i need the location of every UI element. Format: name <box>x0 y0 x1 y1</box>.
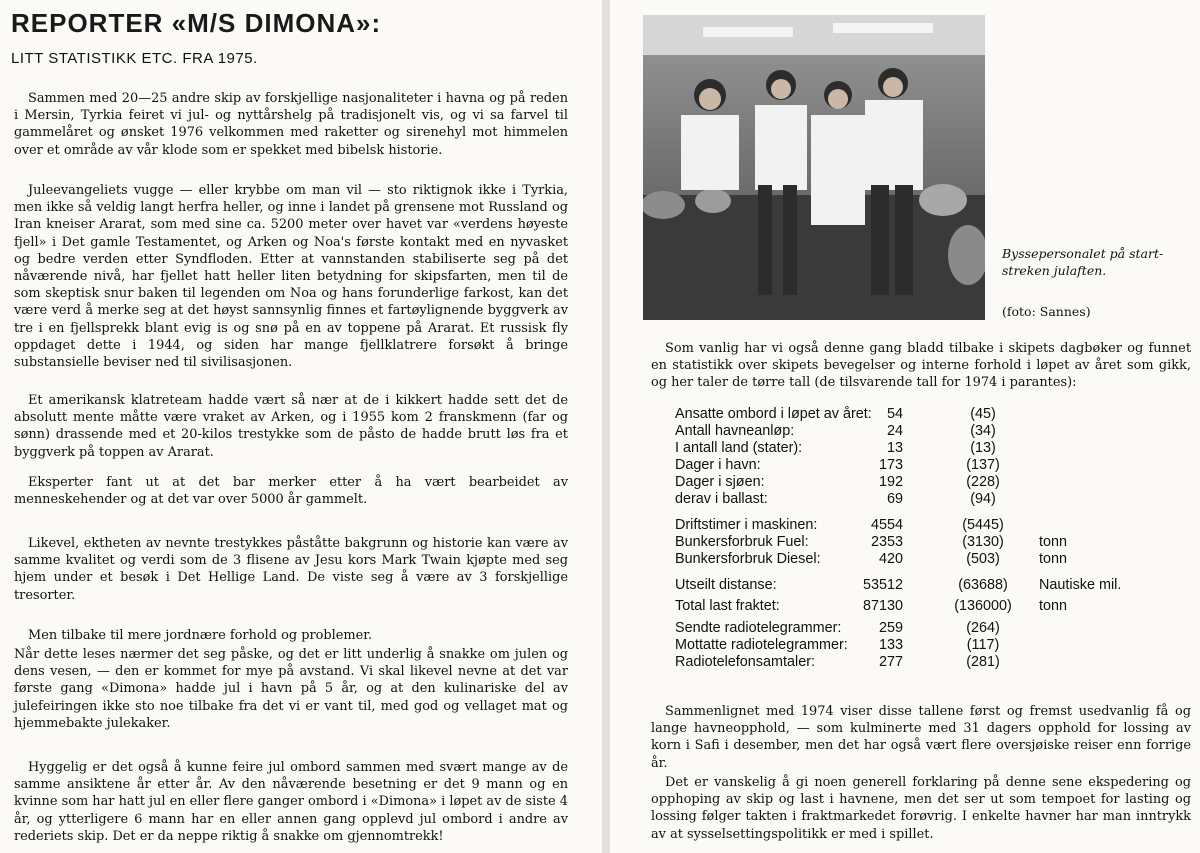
stat-label: Bunkersforbruk Fuel: <box>675 534 809 550</box>
stat-label: Driftstimer i maskinen: <box>675 517 818 533</box>
stat-row <box>675 491 1195 508</box>
stat-label: Dager i havn: <box>675 457 761 473</box>
stat-previous: (94) <box>970 491 996 507</box>
conclusion-paragraph-1: Sammenlignet med 1974 viser disse tallene først og fremst usedvanlig få og lange havneopphold, — som kulminerte med 31 dagers opphold for lossing av korn i Safi i desember, men det har også vært flere oversjøiske reiser enn forrige år. <box>651 704 1191 771</box>
paragraph-5: Likevel, ektheten av nevnte trestykkes påståtte bakgrunn og historie kan være av samme kvalitet og verdi som de 3 flisene av Jesu kors Mark Twain kjøpte med seg hjem under et besøk i Det Hellige Land. De viste seg å være av 3 forskjellige tresorter. <box>14 536 568 603</box>
stat-previous: (503) <box>966 551 1000 567</box>
stat-previous: (45) <box>970 406 996 422</box>
stat-label: Dager i sjøen: <box>675 474 765 490</box>
stat-value: 54 <box>886 406 903 422</box>
stat-label: I antall land (stater): <box>675 440 803 456</box>
stat-previous: (5445) <box>962 517 1004 533</box>
stat-value: 24 <box>886 423 903 439</box>
conclusion-paragraph-2: Det er vanskelig å gi noen generell forklaring på denne sene ekspedering og opphoping av skip og last i havnene, men det ser ut som tempoet for lasting og lossing følger takten i fraktmarkedet forøvrig. I enkelte havner har man inntrykk av at sysselsettingspolitikk er med i spillet. <box>651 775 1191 842</box>
article-headline: REPORTER «M/S DIMONA»: <box>11 8 382 38</box>
stat-label: Total last fraktet: <box>675 598 780 614</box>
stat-row <box>675 577 1195 594</box>
stat-previous: (34) <box>970 423 996 439</box>
paragraph-2: Juleevangeliets vugge — eller krybbe om man vil — sto riktignok ikke i Tyrkia, men ikke så veldig langt herfra heller, og inne i landet på grensene mot Russland og Iran kneiser Ararat, som med sine ca. 5200 meter over havet var «verdens høyeste fjell» i Det gamle Testamentet, og Arken og Noa's første kontakt med en nyvasket og bedre verden etter Syndfloden. Etter at vannstanden stabiliserte seg på det nåværende nivå, har fjellet hatt heller liten betydning for skipsfarten, men til de som skeptisk snur baken til legenden om Noa og hans forunderlige farkost, kan det være verd å merke seg at det høyst sannsynlig finnes et fartøylignende byggverk av tre i en fjellsprekk blant evig is og snø på en av toppene på Ararat. Et russisk fly oppdaget dette i 1944, og siden har mange fjellklatrere forsøkt å bringe substansielle beviser ned til sivilisasjonen. <box>14 183 568 371</box>
stat-unit: tonn <box>1039 551 1068 567</box>
stat-previous: (264) <box>966 620 1000 636</box>
paragraph-7: Når dette leses nærmer det seg påske, og det er litt underlig å snakke om julen og dens vesen, — den er kommet for mye på avstand. Vi skal likevel nevne at det var første gang «Dimona» hadde jul i havn på 5 år, og at den kulinariske del av julefeiringen ikke sto noe tilbake fra det vi er vant til, med god og vellaget mat og hjemmebakte julekaker. <box>14 647 568 731</box>
stat-value: 2353 <box>870 534 903 550</box>
stats-intro: Som vanlig har vi også denne gang bladd tilbake i skipets dagbøker og funnet en statistikk over skipets bevegelser og interne forhold i løpet av året som gikk, og her taler de tørre tall (de tilsvarende tall for 1974 i parantes): <box>651 341 1191 391</box>
stat-value: 277 <box>878 654 903 670</box>
page-gutter <box>602 0 610 853</box>
stat-label: Utseilt distanse: <box>675 577 777 593</box>
stat-previous: (281) <box>966 654 1000 670</box>
stat-label: Antall havneanløp: <box>675 423 795 439</box>
stat-previous: (228) <box>966 474 1000 490</box>
right-page <box>610 0 1200 853</box>
stat-row <box>675 551 1195 568</box>
photo-caption: Byssepersonalet på start-streken julaften. <box>1002 246 1164 278</box>
stat-value: 4554 <box>870 517 903 533</box>
stat-previous: (63688) <box>958 577 1008 593</box>
stat-value: 69 <box>886 491 903 507</box>
stat-unit: Nautiske mil. <box>1039 577 1122 593</box>
stat-value: 13 <box>886 440 903 456</box>
stat-row <box>675 457 1195 474</box>
stat-label: Bunkersforbruk Diesel: <box>675 551 821 567</box>
paragraph-8: Hyggelig er det også å kunne feire jul ombord sammen med svært mange av de samme ansiktene år etter år. Av den nåværende besetning er det 9 mann og en kvinne som har hatt jul en eller flere ganger ombord i «Dimona» i løpet av de siste 4 år, og ytterligere 6 mann har en eller annen gang opplevd jul ombord i andre av rederiets skip. Det er da neppe riktig å snakke om gjennomtrekk! <box>14 760 568 844</box>
stat-row <box>675 406 1195 423</box>
stat-row <box>675 620 1195 637</box>
stat-label: derav i ballast: <box>675 491 768 507</box>
stat-previous: (3130) <box>962 534 1004 550</box>
stat-row <box>675 440 1195 457</box>
stat-row <box>675 598 1195 615</box>
stat-label: Radiotelefonsamtaler: <box>675 654 815 670</box>
stat-value: 53512 <box>862 577 903 593</box>
stat-label: Ansatte ombord i løpet av året: <box>675 406 872 422</box>
stat-label: Mottatte radiotelegrammer: <box>675 637 848 653</box>
stat-unit: tonn <box>1039 534 1068 550</box>
stat-value: 192 <box>878 474 903 490</box>
article-subtitle: LITT STATISTIKK ETC. FRA 1975. <box>11 50 258 67</box>
paragraph-4: Eksperter fant ut at det bar merker etter å ha vært bearbeidet av menneskehender og at det var over 5000 år gammelt. <box>14 475 568 508</box>
stat-previous: (13) <box>970 440 996 456</box>
stat-row <box>675 654 1195 671</box>
stat-row <box>675 534 1195 551</box>
stat-previous: (137) <box>966 457 1000 473</box>
stat-value: 173 <box>878 457 903 473</box>
stat-row <box>675 637 1195 654</box>
stat-value: 259 <box>878 620 903 636</box>
galley-staff-photo <box>643 15 985 320</box>
stat-value: 133 <box>878 637 903 653</box>
paragraph-6: Men tilbake til mere jordnære forhold og problemer. <box>28 628 373 643</box>
stat-label: Sendte radiotelegrammer: <box>675 620 842 636</box>
paragraph-3: Et amerikansk klatreteam hadde vært så nær at de i kikkert hadde sett det de absolutt mente måtte være vraket av Arken, og i 1955 kom 2 franskmenn (far og sønn) drassende med et 20-kilos trestykke som de påsto de hadde brutt løs fra et byggverk på toppen av Ararat. <box>14 393 568 460</box>
stat-previous: (117) <box>966 637 1000 653</box>
stat-previous: (136000) <box>954 598 1012 614</box>
statistics-table <box>675 406 1195 671</box>
stat-row <box>675 423 1195 440</box>
stat-value: 87130 <box>862 598 903 614</box>
stat-row <box>675 474 1195 491</box>
paragraph-1: Sammen med 20—25 andre skip av forskjellige nasjonaliteter i havna og på reden i Mersin, Tyrkia feiret vi jul- og nyttårshelg på tradisjonelt vis, og vi sa farvel til gammelåret og ønsket 1976 velkommen med raketter og sirenehyl mot himmelen over et område av vår klode som er spekket med bibelsk historie. <box>14 91 568 158</box>
photo-credit: (foto: Sannes) <box>1002 304 1091 319</box>
stat-unit: tonn <box>1039 598 1068 614</box>
stat-value: 420 <box>878 551 903 567</box>
stat-row <box>675 517 1195 534</box>
